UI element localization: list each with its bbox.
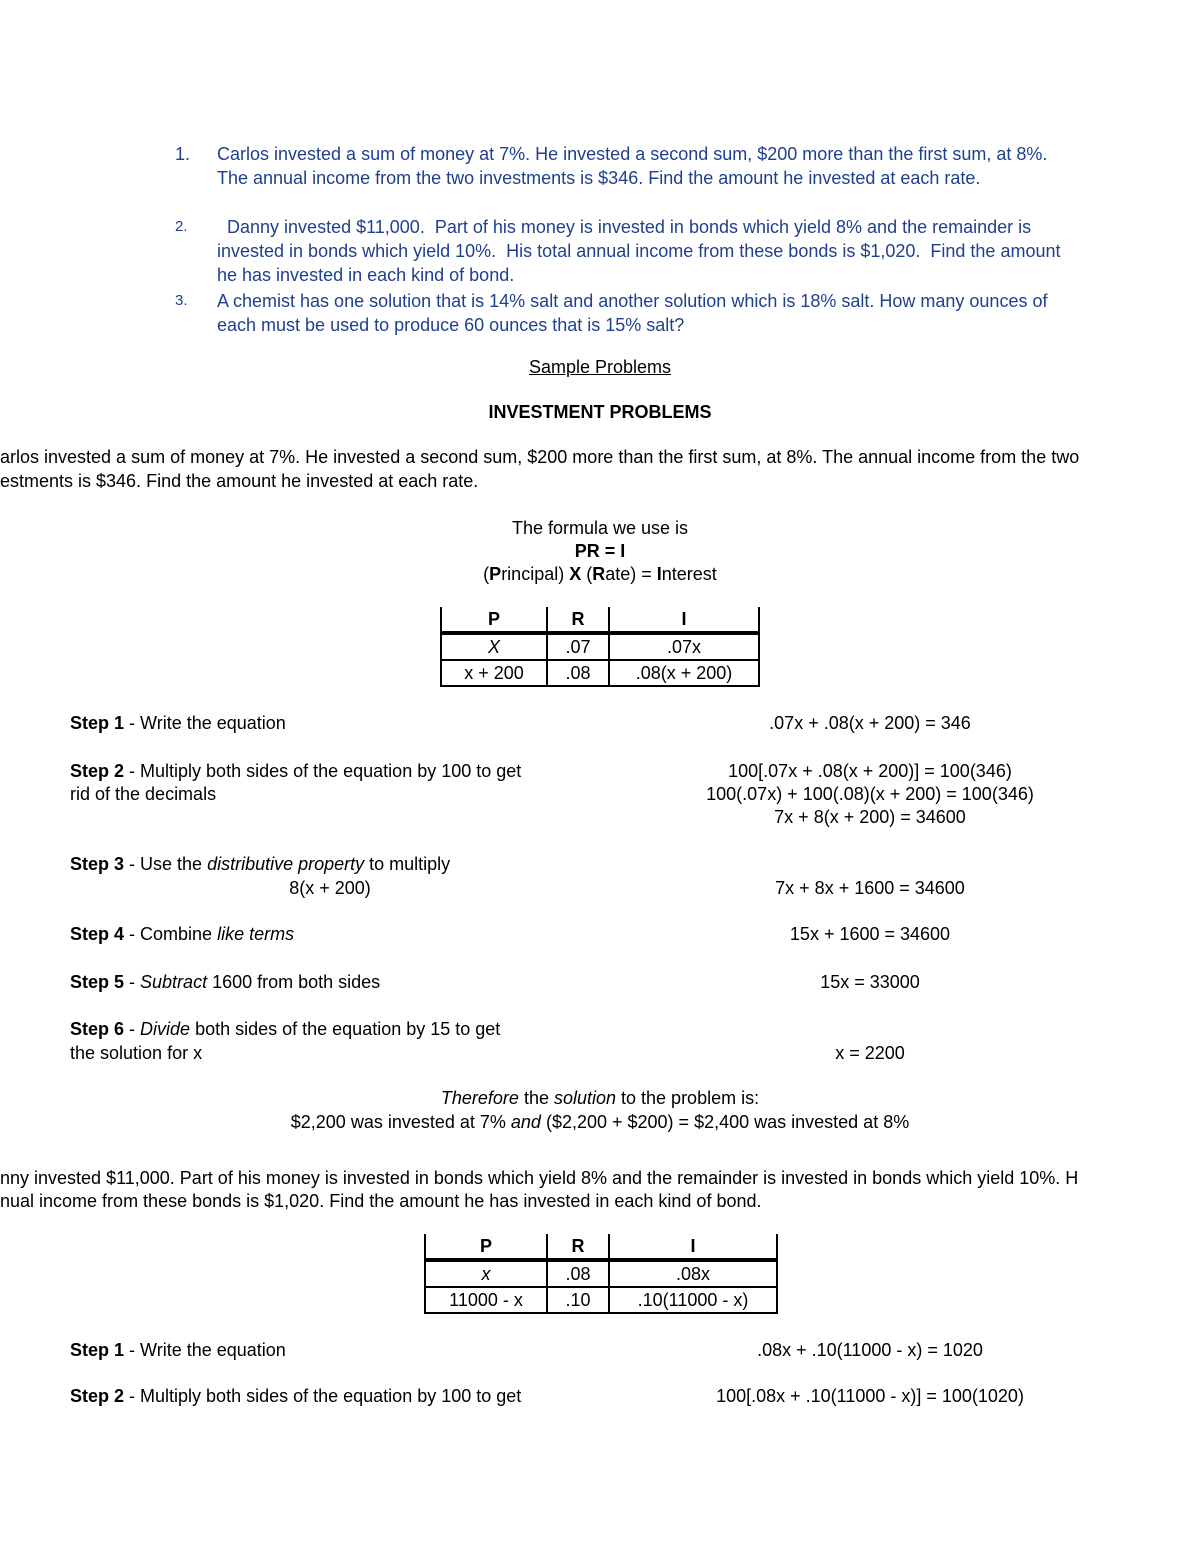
problem-2-statement-line-1: nny invested $11,000. Part of his money is invested in bonds which yield 8% and the remainder is invested in bonds which yield 10%. H xyxy=(0,1168,1079,1188)
problem-text: A chemist has one solution that is 14% salt and another solution which is 18% salt. How many ounces of each must be used to produce 60 ounces that is 15% salt? xyxy=(217,291,1048,335)
step-4-equation: 15x + 1600 = 34600 xyxy=(789,924,951,944)
step-5: Step 5 - Subtract 1600 from both sides xyxy=(70,972,381,992)
table-header: I xyxy=(609,1234,777,1260)
step-6-continued: the solution for x xyxy=(70,1043,203,1063)
table-header: I xyxy=(609,607,759,633)
conclusion-line-1: Therefore the solution to the problem is: xyxy=(440,1088,760,1108)
step-4: Step 4 - Combine like terms xyxy=(70,924,295,944)
step-2-equation: 100[.07x + .08(x + 200)] = 100(346) xyxy=(728,761,1012,781)
table-header: R xyxy=(547,607,609,633)
investment-table-1 xyxy=(440,607,760,687)
step-6-equation: x = 2200 xyxy=(835,1043,905,1063)
step-1-equation: .07x + .08(x + 200) = 346 xyxy=(769,713,971,733)
table-header: P xyxy=(441,607,547,633)
problem-number: 3. xyxy=(175,292,188,309)
step-3: Step 3 - Use the distributive property to multiply xyxy=(70,854,451,874)
table-cell: .08 xyxy=(547,1260,609,1287)
sample-heading: Sample Problems xyxy=(528,357,672,377)
step-2: Step 2 - Multiply both sides of the equation by 100 to get xyxy=(70,761,522,781)
table-header: R xyxy=(547,1234,609,1260)
table-cell: .07x xyxy=(609,633,759,660)
table-cell: .08 xyxy=(547,660,609,686)
step-2-equation: 100(.07x) + 100(.08)(x + 200) = 100(346) xyxy=(706,784,1034,804)
table-row xyxy=(441,660,759,686)
step-1: Step 1 - Write the equation xyxy=(70,713,286,733)
section-title: INVESTMENT PROBLEMS xyxy=(488,402,712,422)
problem-text: Carlos invested a sum of money at 7%. He invested a second sum, $200 more than the first sum, at 8%. The annual income from the two investments is $346. Find the amount he invested at each rate. xyxy=(217,144,1048,188)
step-2-continued: rid of the decimals xyxy=(70,784,217,804)
problem-1-statement-line-2: estments is $346. Find the amount he invested at each rate. xyxy=(0,471,479,491)
problem-number: 2. xyxy=(175,218,188,235)
step-3-equation: 7x + 8x + 1600 = 34600 xyxy=(775,878,965,898)
step-3-continued: 8(x + 200) xyxy=(289,878,371,898)
step-1-equation: .08x + .10(11000 - x) = 1020 xyxy=(757,1340,983,1360)
formula-intro: The formula we use is xyxy=(511,518,689,538)
problem-2-statement-line-2: nual income from these bonds is $1,020. Find the amount he has invested in each kind of bond. xyxy=(0,1191,762,1211)
formula: PR = I xyxy=(574,541,626,561)
problem-text: Danny invested $11,000. Part of his money is invested in bonds which yield 8% and the remainder is invested in bonds which yield 10%. His total annual income from these bonds is $1,020. Find the amount he has invested in each kind of bond. xyxy=(217,217,1066,285)
formula-legend: (Principal) X (Rate) = Interest xyxy=(483,564,717,584)
table-cell: X xyxy=(441,633,547,660)
step-6: Step 6 - Divide both sides of the equation by 15 to get xyxy=(70,1019,501,1039)
table-cell: x + 200 xyxy=(441,660,547,686)
table-row xyxy=(425,1260,777,1287)
step-5-equation: 15x = 33000 xyxy=(820,972,920,992)
step-2-equation: 100[.08x + .10(11000 - x)] = 100(1020) xyxy=(716,1386,1024,1406)
table-header: P xyxy=(425,1234,547,1260)
step-2-equation: 7x + 8(x + 200) = 34600 xyxy=(774,807,966,827)
step-2: Step 2 - Multiply both sides of the equation by 100 to get xyxy=(70,1386,522,1406)
table-cell: .08x xyxy=(609,1260,777,1287)
table-cell: .10 xyxy=(547,1287,609,1313)
table-cell: .10(11000 - x) xyxy=(609,1287,777,1313)
table-row xyxy=(441,633,759,660)
conclusion-line-2: $2,200 was invested at 7% and ($2,200 + $200) = $2,400 was invested at 8% xyxy=(290,1112,910,1132)
problem-1-statement-line-1: arlos invested a sum of money at 7%. He invested a second sum, $200 more than the first sum, at 8%. The annual income from the two xyxy=(0,447,1080,467)
problem-number: 1. xyxy=(175,144,191,164)
step-1: Step 1 - Write the equation xyxy=(70,1340,286,1360)
table-row xyxy=(425,1287,777,1313)
table-cell: .07 xyxy=(547,633,609,660)
table-cell: x xyxy=(425,1260,547,1287)
investment-table-2 xyxy=(424,1234,778,1314)
table-cell: .08(x + 200) xyxy=(609,660,759,686)
table-cell: 11000 - x xyxy=(425,1287,547,1313)
